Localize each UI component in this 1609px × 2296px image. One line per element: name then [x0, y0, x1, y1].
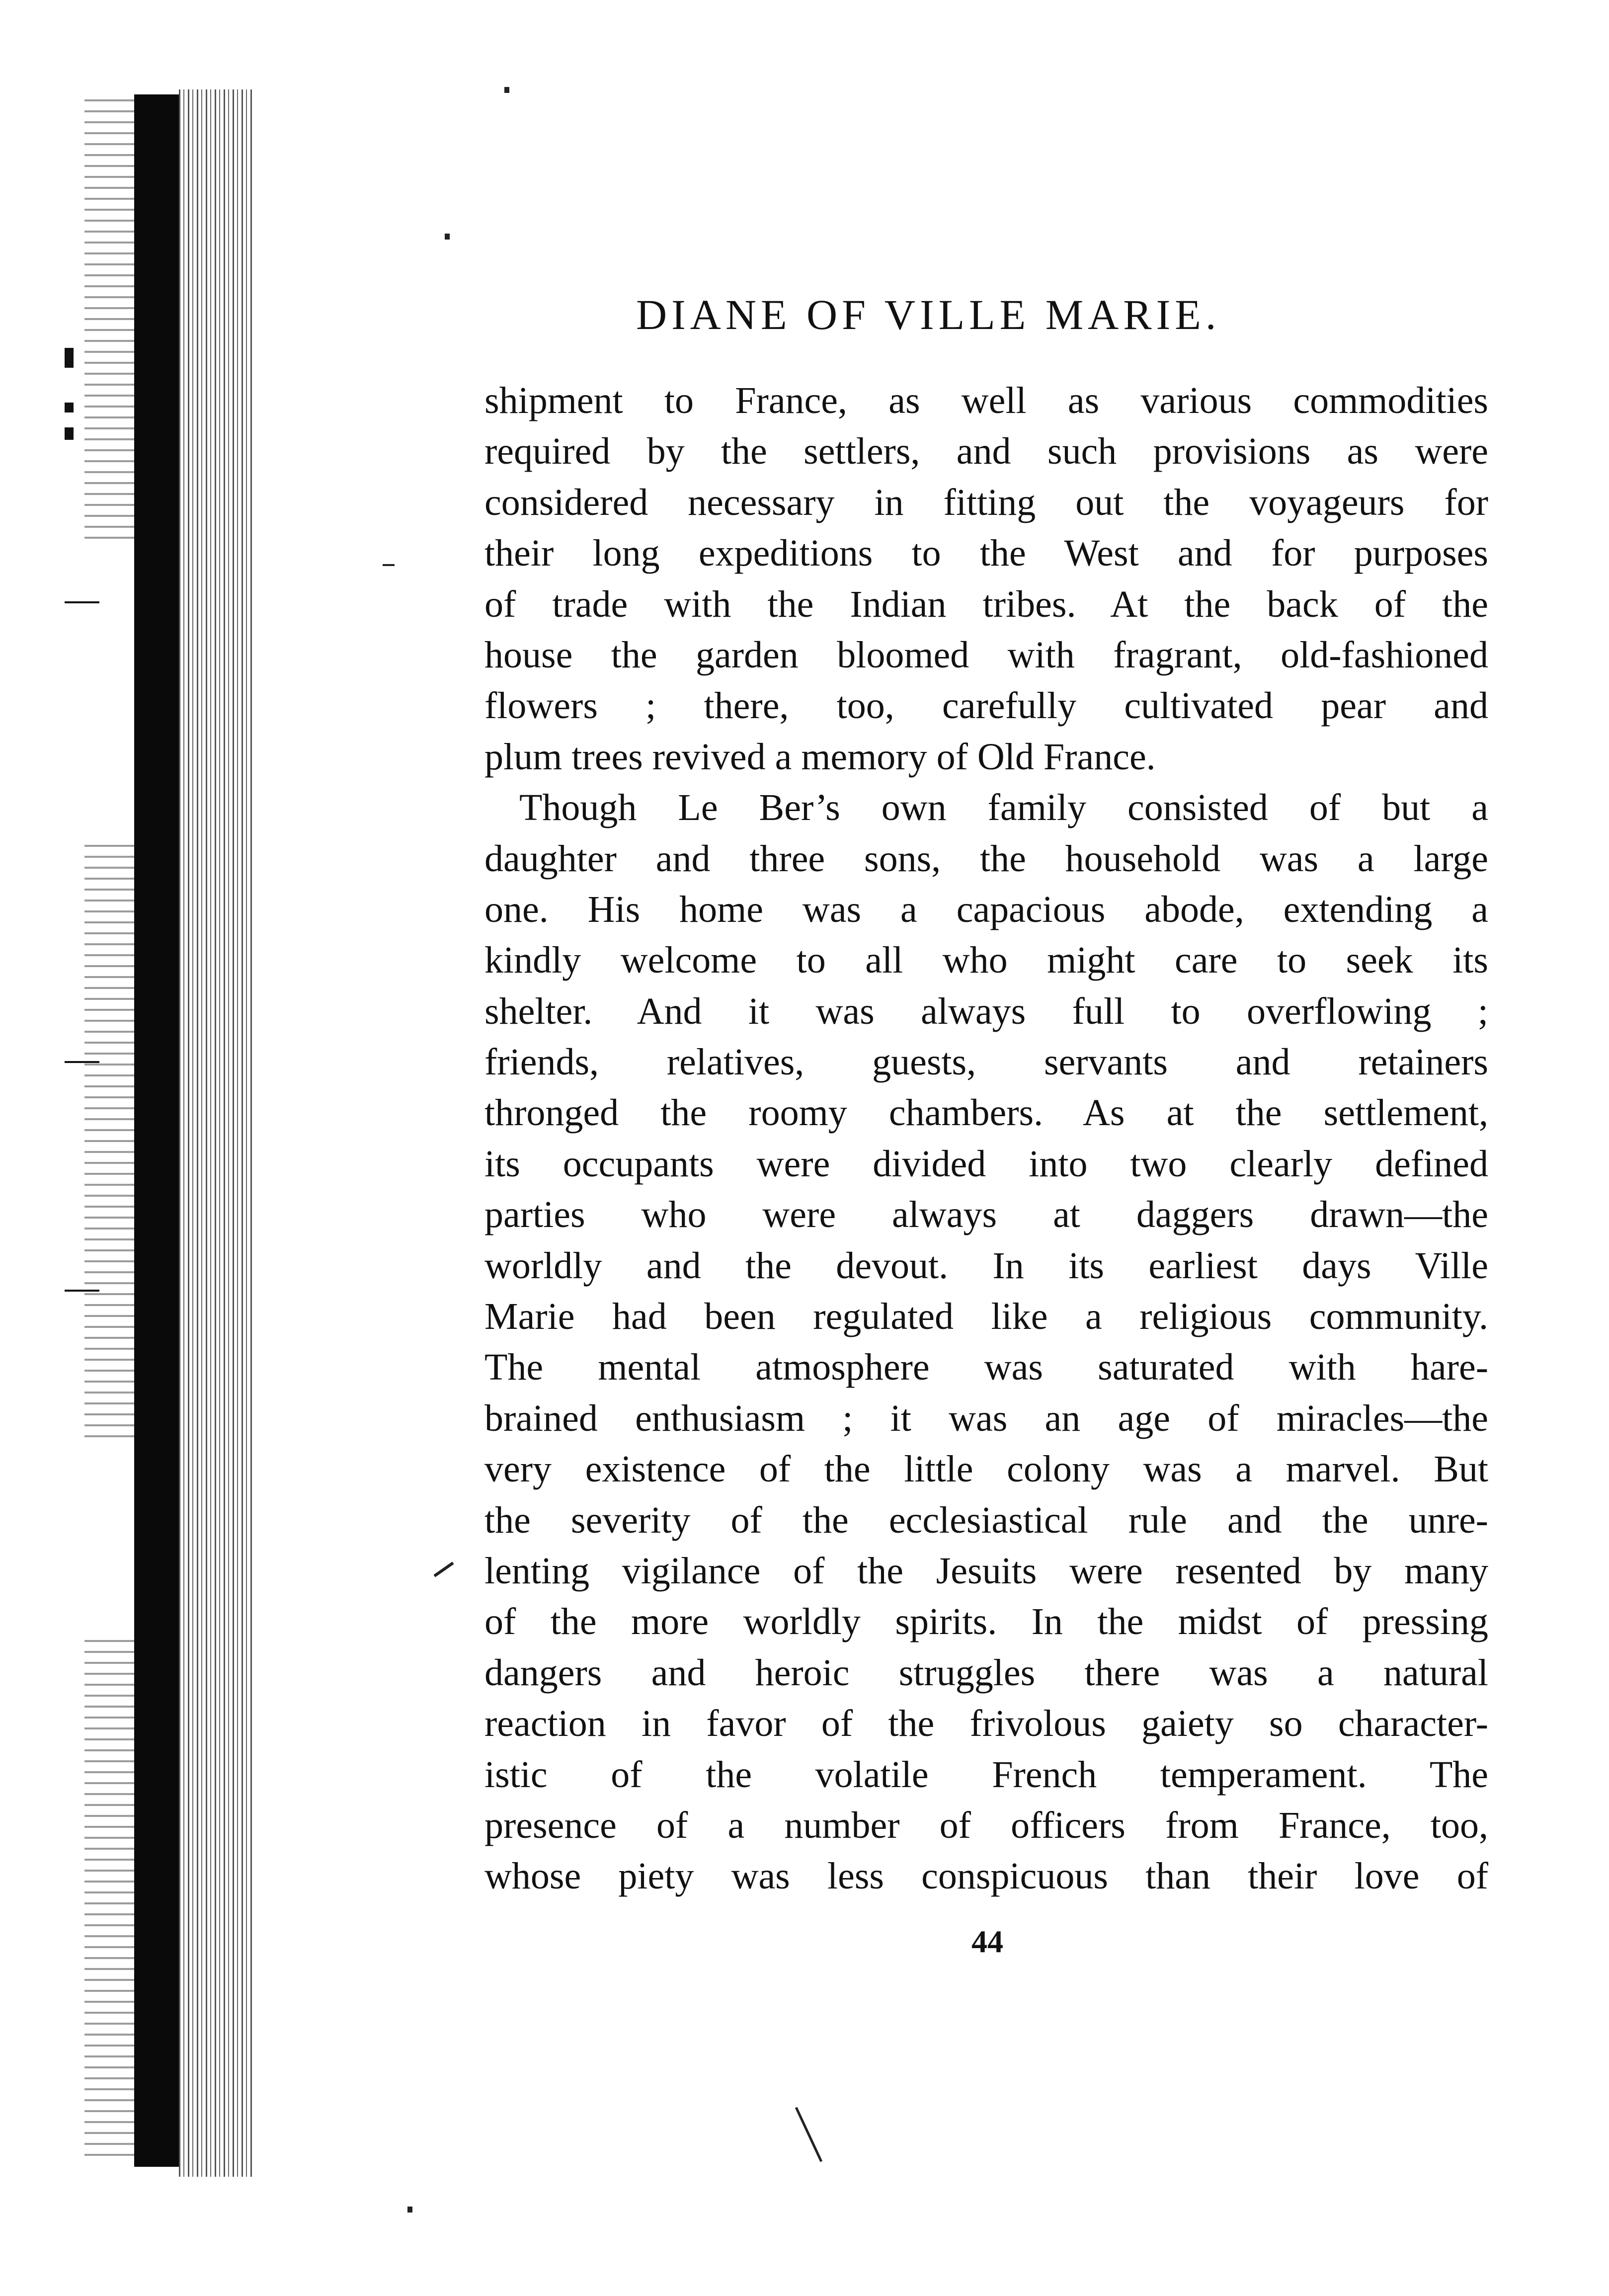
- text-line: lenting vigilance of the Jesuits were resented by many: [484, 1550, 1488, 1592]
- gutter-speckle: [84, 99, 134, 547]
- text-line: dangers and heroic struggles there was a natural: [484, 1651, 1488, 1694]
- text-line: of trade with the Indian tribes. At the back of the: [484, 583, 1488, 625]
- text-line: presence of a number of officers from France, too,: [484, 1804, 1488, 1846]
- book-spine-shadow: [134, 94, 179, 2167]
- text-line: very existence of the little colony was a marvel. But: [484, 1448, 1488, 1490]
- text-line: shipment to France, as well as various commodities: [484, 380, 1488, 421]
- running-head: DIANE OF VILLE MARIE.: [636, 291, 1221, 338]
- gutter-speckle: [84, 1640, 134, 2162]
- scan-speck: [795, 2107, 822, 2162]
- text-line: plum trees revived a memory of Old France.: [484, 736, 1156, 778]
- gutter-mark: [65, 427, 74, 440]
- text-line: parties who were always at daggers drawn—the: [484, 1194, 1488, 1236]
- page-number: 44: [971, 1924, 1003, 1959]
- scan-speck: [407, 2207, 412, 2213]
- gutter-mark: [65, 348, 74, 368]
- text-line: considered necessary in fitting out the voyageurs for: [484, 481, 1488, 523]
- scan-speck: [504, 87, 509, 93]
- text-line: whose piety was less conspicuous than their love of: [484, 1855, 1488, 1897]
- text-line: The mental atmosphere was saturated with hare-: [484, 1346, 1488, 1389]
- text-line: daughter and three sons, the household was a large: [484, 837, 1488, 880]
- text-line: kindly welcome to all who might care to seek its: [484, 939, 1488, 982]
- scan-speck: [433, 1561, 454, 1577]
- body-text: [484, 375, 1488, 1902]
- text-line: istic of the volatile French temperament. The: [484, 1753, 1488, 1796]
- text-line: shelter. And it was always full to overflowing ;: [484, 990, 1488, 1032]
- text-line: thronged the roomy chambers. As at the settlement,: [484, 1092, 1488, 1134]
- text-line: their long expeditions to the West and for purposes: [484, 532, 1488, 574]
- text-line: of the more worldly spirits. In the midst of pressing: [484, 1601, 1488, 1643]
- text-line: reaction in favor of the frivolous gaiety so character-: [484, 1703, 1488, 1745]
- text-line: worldly and the devout. In its earliest days Ville: [484, 1244, 1488, 1287]
- text-line: house the garden bloomed with fragrant, old-fashioned: [484, 634, 1488, 676]
- scan-speck: [383, 564, 395, 566]
- text-line: the severity of the ecclesiastical rule and the unre-: [484, 1499, 1488, 1541]
- page-edges: [179, 89, 253, 2177]
- text-line: Though Le Ber’s own family consisted of but a: [519, 787, 1488, 829]
- gutter-mark: [65, 403, 74, 412]
- text-line: its occupants were divided into two clearly defined: [484, 1143, 1488, 1185]
- text-line: flowers ; there, too, carefully cultivated pear and: [484, 685, 1488, 727]
- text-line: brained enthusiasm ; it was an age of miracles—the: [484, 1397, 1488, 1439]
- scan-speck: [445, 234, 450, 240]
- text-line: friends, relatives, guests, servants and retainers: [484, 1041, 1488, 1083]
- gutter-mark: [65, 601, 99, 603]
- text-line: required by the settlers, and such provisions as were: [484, 430, 1488, 473]
- text-line: one. His home was a capacious abode, extending a: [484, 888, 1488, 930]
- gutter-mark: [65, 1290, 99, 1292]
- gutter-mark: [65, 1061, 99, 1063]
- gutter-speckle: [84, 845, 134, 1441]
- text-line: Marie had been regulated like a religious community.: [484, 1296, 1488, 1338]
